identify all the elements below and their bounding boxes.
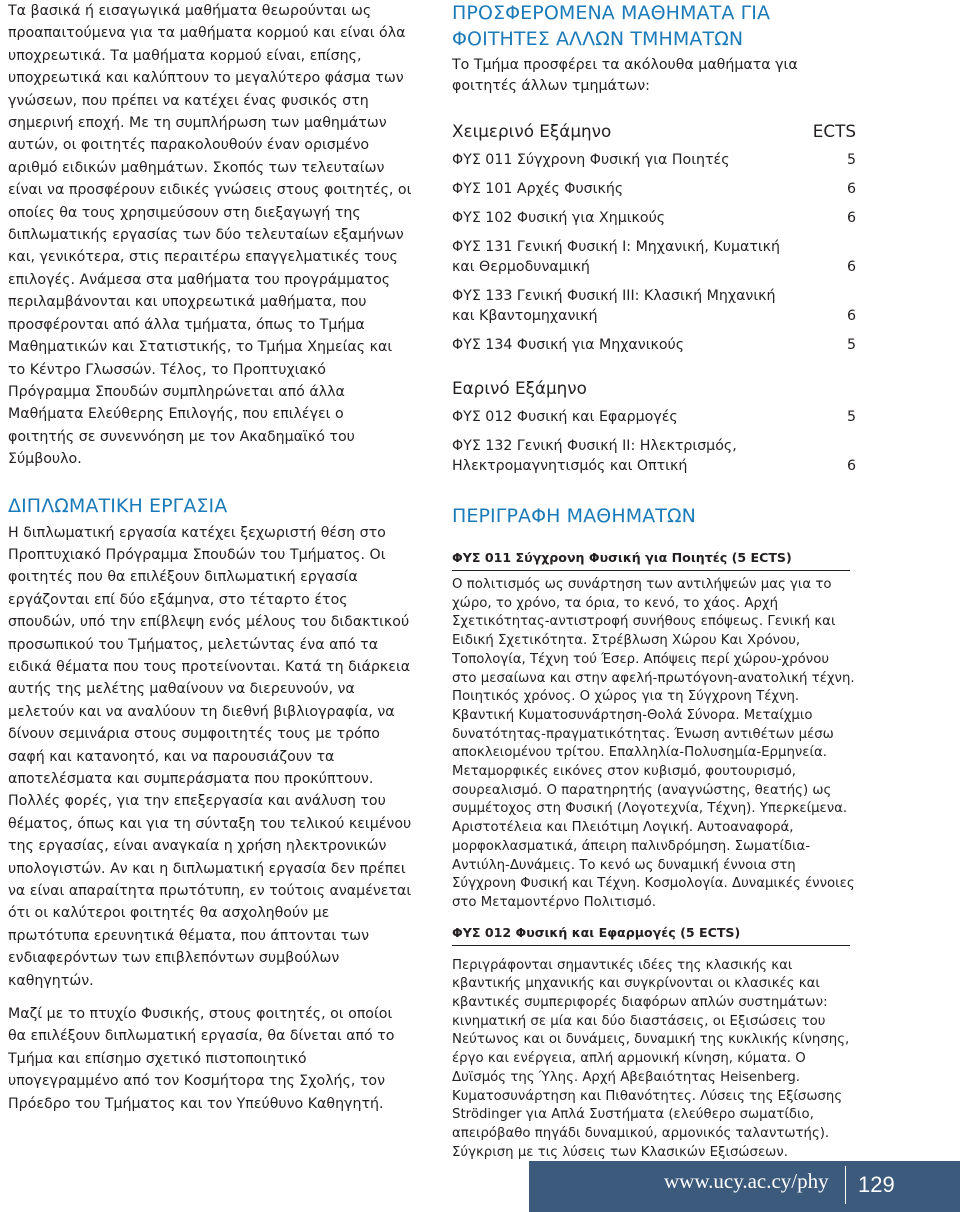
course-row xyxy=(452,407,856,427)
footer-url[interactable]: www.ucy.ac.cy/phy xyxy=(664,1169,829,1193)
offered-courses-heading: ΠΡΟΣΦΕΡΟΜΕΝΑ ΜΑΘΗΜΑΤΑ ΓΙΑ ΦΟΙΤΗΤΕΣ ΑΛΛΩΝ ΤΜΗΜΑΤΩΝ xyxy=(452,2,771,50)
course-title: ΦΥΣ 133 Γενική Φυσική ΙΙΙ: Κλασική Μηχανική και Κβαντομηχανική xyxy=(452,288,776,324)
winter-semester-label: Χειμερινό Εξάμηνο xyxy=(452,121,612,141)
course-title: ΦΥΣ 011 Σύγχρονη Φυσική για Ποιητές xyxy=(452,152,730,168)
course-title: ΦΥΣ 132 Γενική Φυσική ΙΙ: Ηλεκτρισμός, Ηλεκτρομαγνητισμός και Οπτική xyxy=(452,438,737,474)
course-row xyxy=(452,179,856,199)
course-ects: 5 xyxy=(846,337,856,353)
spring-course-list xyxy=(452,407,856,476)
left-column xyxy=(8,0,412,1115)
offered-intro: Το Τμήμα προσφέρει τα ακόλουθα μαθήματα για φοιτητές άλλων τμημάτων: xyxy=(452,57,798,94)
course-title: ΦΥΣ 012 Φυσική και Εφαρμογές xyxy=(452,409,678,425)
course-ects: 6 xyxy=(846,308,856,324)
course-title: ΦΥΣ 101 Αρχές Φυσικής xyxy=(452,181,624,197)
course-row xyxy=(452,335,856,355)
ects-label: ECTS xyxy=(812,121,856,141)
course-title: ΦΥΣ 131 Γενική Φυσική Ι: Μηχανική, Κυματική και Θερμοδυναμική xyxy=(452,239,781,275)
description-text: Ο πολιτισμός ως συνάρτηση των αντιλήψεών μας για το χώρο, το χρόνο, τα όρια, το κενό, το χάος. Αρχή Σχετικότητας-αντιστροφή συνήθους επόψεως. Γενική και Ειδική Σχετικότητα. Στρέβλωση Χώρου Και Χρόνου, Τοπολογία, Τέχνη τού Έσερ. Απόψεις περί χώρου-χρόνου στο μεσαίωνα και στην αφελή-πρωτόγονη-ανατολική τέχνη. Ποιητικός χρόνος. Ο χώρος για τη Σύγχρονη Τέχνη. Κβαντική Κυματοσυνάρτηση-Θολά Σύνορα. Μεταίχμιο δυνατότητας-πραγματικότητας. Ένωση αντιθέτων μέσω αποκλειομένου τρίτου. Επαλληλία-Πολυσημία-Ερμηνεία. Μεταμορφικές εικόνες στον κυβισμό, φουτουρισμό, σουρεαλισμό. Ο παρατηρητής (αναγνώστης, θεατής) ως συμμέτοχος στη Φυσική (Λογοτεχνία, Τέχνη). Υπερκείμενα. Αριστοτέλεια και Πλειότιμη Λογική. Αυτοαναφορά, μορφοκλασματικά, άπειρη παλινδρόμηση. Σωματίδια-Αντιύλη-Δυνάμεις. Το κενό ως δυναμική έννοια στη Σύγχρονη Φυσική και Τέχνη. Κοσμολογία. Δυναμικές έννοιες στο Μεταμοντέρνο Πολιτισμό. xyxy=(452,577,855,910)
course-ects: 6 xyxy=(846,181,856,197)
course-ects: 5 xyxy=(846,409,856,425)
course-row xyxy=(452,286,856,326)
course-description-heading: ΠΕΡΙΓΡΑΦΗ ΜΑΘΗΜΑΤΩΝ xyxy=(452,505,696,527)
course-row xyxy=(452,237,856,277)
footer-divider xyxy=(845,1166,846,1204)
description-text: Περιγράφονται σημαντικές ιδέες της κλασικής και κβαντικής μηχανικής και συγκρίνονται οι κλασικές και κβαντικές συμπεριφορές διαφόρων απλών συστημάτων: κινηματική σε μία και δύο διαστάσεις, οι Εξισώσεις του Νεύτωνος και οι δυνάμεις, δυναμική της κυκλικής κίνησης, έργο και ενέργεια, απλή αρμονική κίνηση, κύματα. Ο Δυϊσμός της Ύλης. Αρχή Αβεβαιότητας Heisenberg. Κυματοσυνάρτηση και Πιθανότητες. Λύσεις της Εξίσωσης Strödinger για Απλά Συστήματα (ελεύθερο σωματίδιο, απειρόβαθο πηγάδι δυναμικού, αρμονικός ταλαντωτής). Σύγκριση με τις λύσεις των Κλασικών Εξισώσεων. xyxy=(452,957,850,1160)
course-ects: 5 xyxy=(846,152,856,168)
course-ects: 6 xyxy=(846,210,856,226)
course-ects: 6 xyxy=(846,259,856,275)
thesis-paragraph-2: Μαζί με το πτυχίο Φυσικής, στους φοιτητές, οι οποίοι θα επιλέξουν διπλωματική εργασία, θα δίνεται από το Τμήμα και επίσημο σχετικό πιστοποιητικό υπογεγραμμένο από τον Κοσμήτορα της Σχολής, τον Πρόεδρο του Τμήματος και τον Υπεύθυνο Καθηγητή. xyxy=(8,1006,395,1112)
winter-semester-header xyxy=(452,121,856,141)
thesis-heading: ΔΙΠΛΩΜΑΤΙΚΗ ΕΡΓΑΣΙΑ xyxy=(8,494,228,517)
description-title: ΦΥΣ 011 Σύγχρονη Φυσική για Ποιητές (5 ECTS) xyxy=(452,543,850,567)
course-row xyxy=(452,150,856,170)
course-title: ΦΥΣ 134 Φυσική για Μηχανικούς xyxy=(452,337,685,353)
course-row xyxy=(452,208,856,228)
spring-semester-label: Εαρινό Εξάμηνο xyxy=(452,378,587,398)
right-column xyxy=(452,0,856,1162)
course-row xyxy=(452,436,856,476)
thesis-paragraph-1: Η διπλωματική εργασία κατέχει ξεχωριστή θέση στο Προπτυχιακό Πρόγραμμα Σπουδών του Τμήματος. Οι φοιτητές που θα επιλέξουν διπλωματική εργασία εργάζονται επί δύο εξάμηνα, στο τέταρτο έτος σπουδών, υπό την επίβλεψη ενός μέλους του διδακτικού προσωπικού του Τμήματος, μελετώντας ένα από τα ειδικά θέματα που τους προτείνονται. Κατά τη διάρκεια αυτής της μελέτης μαθαίνουν να διερευνούν, να μελετούν και να αναλύουν τη διεθνή βιβλιογραφία, να δίνουν σεμινάρια στους συμφοιτητές τους με τρόπο σαφή και κατανοητό, και να παρουσιάζουν τα αποτελέσματα και συμπεράσματα που προκύπτουν. Πολλές φορές, για την επεξεργασία και ανάλυση του θέματος, όπως και για τη σύνταξη του τελικού κειμένου της εργασίας, είναι αναγκαία η χρήση ηλεκτρονικών υπολογιστών. Αν και η διπλωματική εργασία δεν πρέπει να είναι απαραίτητα πρωτότυπη, εν τούτοις αναμένεται ότι οι καλύτεροι φοιτητές θα ασχοληθούν με πρωτότυπα ερευνητικά θέματα, που άπτονται των ενδιαφερόντων των επιβλεπόντων συμβούλων καθηγητών. xyxy=(8,524,412,989)
page-number: 129 xyxy=(858,1172,895,1197)
intro-paragraph: Τα βασικά ή εισαγωγικά μαθήματα θεωρούνται ως προαπαιτούμενα για τα μαθήματα κορμού και είναι όλα υποχρεωτικά. Τα μαθήματα κορμού είναι, επίσης, υποχρεωτικά και καλύπτουν το μεγαλύτερο φάσμα των γνώσεων, που πρέπει να κατέχει ένας φυσικός στη σημερινή εποχή. Με τη συμπλήρωση των μαθημάτων αυτών, οι φοιτητές παρακολουθούν έναν ορισμένο αριθμό ειδικών μαθημάτων. Σκοπός των τελευταίων είναι να προσφέρουν ειδικές γνώσεις στους φοιτητές, οι οποίες θα τους χρησιμεύσουν στη διεξαγωγή της διπλωματικής εργασίας των δύο τελευταίων εξαμήνων και, γενικότερα, στις περαιτέρω επαγγελματικές τους επιλογές. Ανάμεσα στα μαθήματα του προγράμματος περιλαμβάνονται και υποχρεωτικά μαθήματα, που προσφέρονται από άλλα τμήματα, όπως το Τμήμα Μαθηματικών και Στατιστικής, το Τμήμα Χημείας και το Κέντρο Γλωσσών. Τέλος, το Προπτυχιακό Πρόγραμμα Σπουδών συμπληρώνεται από άλλα Μαθήματα Ελεύθερης Επιλογής, που επιλέγει ο φοιτητής σε συνεννόηση με τον Ακαδημαϊκό του Σύμβουλο. xyxy=(8,3,412,468)
course-title: ΦΥΣ 102 Φυσική για Χημικούς xyxy=(452,210,666,226)
description-title: ΦΥΣ 012 Φυσική και Εφαρμογές (5 ECTS) xyxy=(452,924,850,946)
course-ects: 6 xyxy=(846,458,856,474)
winter-course-list xyxy=(452,150,856,355)
